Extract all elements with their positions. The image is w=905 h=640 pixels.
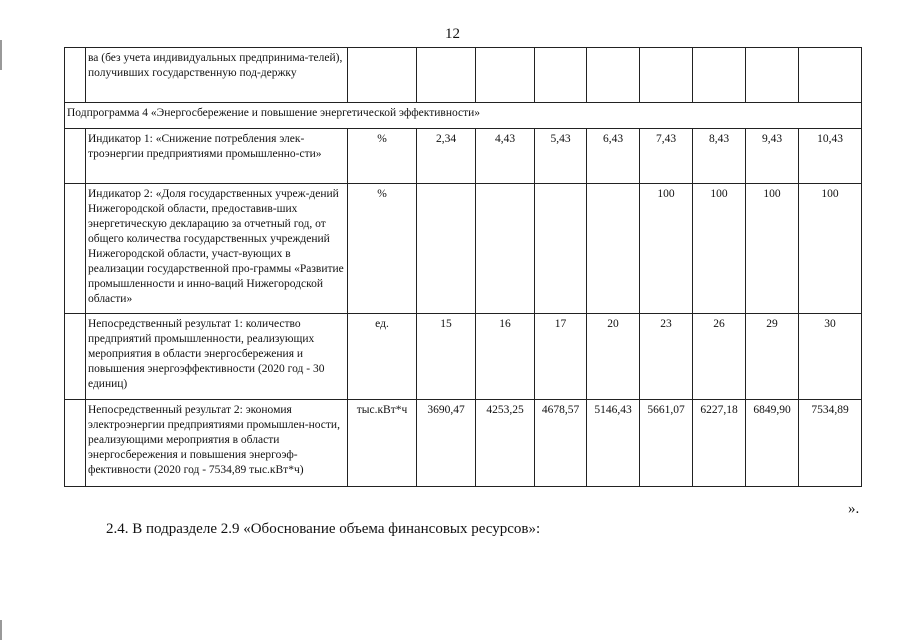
value-cell: 8,43 xyxy=(693,129,746,184)
row-description: Индикатор 2: «Доля государственных учреж-дений Нижегородской области, предоставив-ших энергетическую декларацию за отчетный год, от общего количества государственных учреждений Нижегородской области, участ-вующих в реализации государственной про-граммы «Развитие промышленности и инно-ваций Нижегородской области» xyxy=(86,184,348,314)
value-cell: 20 xyxy=(587,314,640,400)
unit-cell: % xyxy=(348,184,417,314)
scan-edge-mark xyxy=(0,40,2,70)
value-cell xyxy=(587,184,640,314)
value-cell: 6849,90 xyxy=(746,400,799,487)
table-row xyxy=(65,314,862,400)
unit-cell: % xyxy=(348,129,417,184)
value-cell: 16 xyxy=(476,314,535,400)
value-cell: 23 xyxy=(640,314,693,400)
value-cell: 7,43 xyxy=(640,129,693,184)
value-cell: 4253,25 xyxy=(476,400,535,487)
value-cell: 17 xyxy=(535,314,587,400)
value-cell: 4678,57 xyxy=(535,400,587,487)
indicators-table xyxy=(64,47,862,487)
table-row xyxy=(65,400,862,487)
value-cell xyxy=(476,184,535,314)
unit-cell xyxy=(348,48,417,103)
value-cell: 100 xyxy=(640,184,693,314)
section-title: Подпрограмма 4 «Энергосбережение и повышение энергетической эффективности» xyxy=(65,103,862,129)
unit-cell: ед. xyxy=(348,314,417,400)
value-cell: 5,43 xyxy=(535,129,587,184)
table-row xyxy=(65,129,862,184)
section-row xyxy=(65,103,862,129)
row-description: Непосредственный результат 1: количество предприятий промышленности, реализующих мероприятия в области энергосбережения и повышения энергоэффективности (2020 год - 30 единиц) xyxy=(86,314,348,400)
value-cell: 9,43 xyxy=(746,129,799,184)
row-description: Индикатор 1: «Снижение потребления элек-троэнергии предприятиями промышленно-сти» xyxy=(86,129,348,184)
value-cell: 6227,18 xyxy=(693,400,746,487)
value-cell: 26 xyxy=(693,314,746,400)
table-row-continued xyxy=(65,48,862,103)
row-description: Непосредственный результат 2: экономия электроэнергии предприятиями промышлен-ности, реализующими мероприятия в области энергосбережения и повышения энергоэф-фективности (2020 год - 7534,89 тыс.кВт*ч) xyxy=(86,400,348,487)
section-paragraph: 2.4. В подразделе 2.9 «Обоснование объема финансовых ресурсов»: xyxy=(106,521,541,537)
unit-cell: тыс.кВт*ч xyxy=(348,400,417,487)
value-cell xyxy=(417,184,476,314)
row-number-cell xyxy=(65,48,86,103)
value-cell: 100 xyxy=(746,184,799,314)
value-cell: 7534,89 xyxy=(799,400,862,487)
scan-edge-mark xyxy=(0,620,2,640)
value-cell: 10,43 xyxy=(799,129,862,184)
row-description: ва (без учета индивидуальных предпринима-телей), получивших государственную под-держку xyxy=(86,48,348,103)
value-cell: 2,34 xyxy=(417,129,476,184)
value-cell xyxy=(535,184,587,314)
closing-quote: ». xyxy=(848,501,860,517)
value-cell: 30 xyxy=(799,314,862,400)
value-cell: 15 xyxy=(417,314,476,400)
value-cell: 5661,07 xyxy=(640,400,693,487)
table-row xyxy=(65,184,862,314)
value-cell: 6,43 xyxy=(587,129,640,184)
value-cell: 4,43 xyxy=(476,129,535,184)
value-cell: 100 xyxy=(799,184,862,314)
value-cell: 29 xyxy=(746,314,799,400)
value-cell: 100 xyxy=(693,184,746,314)
page-number: 12 xyxy=(445,26,460,42)
value-cell: 3690,47 xyxy=(417,400,476,487)
value-cell: 5146,43 xyxy=(587,400,640,487)
